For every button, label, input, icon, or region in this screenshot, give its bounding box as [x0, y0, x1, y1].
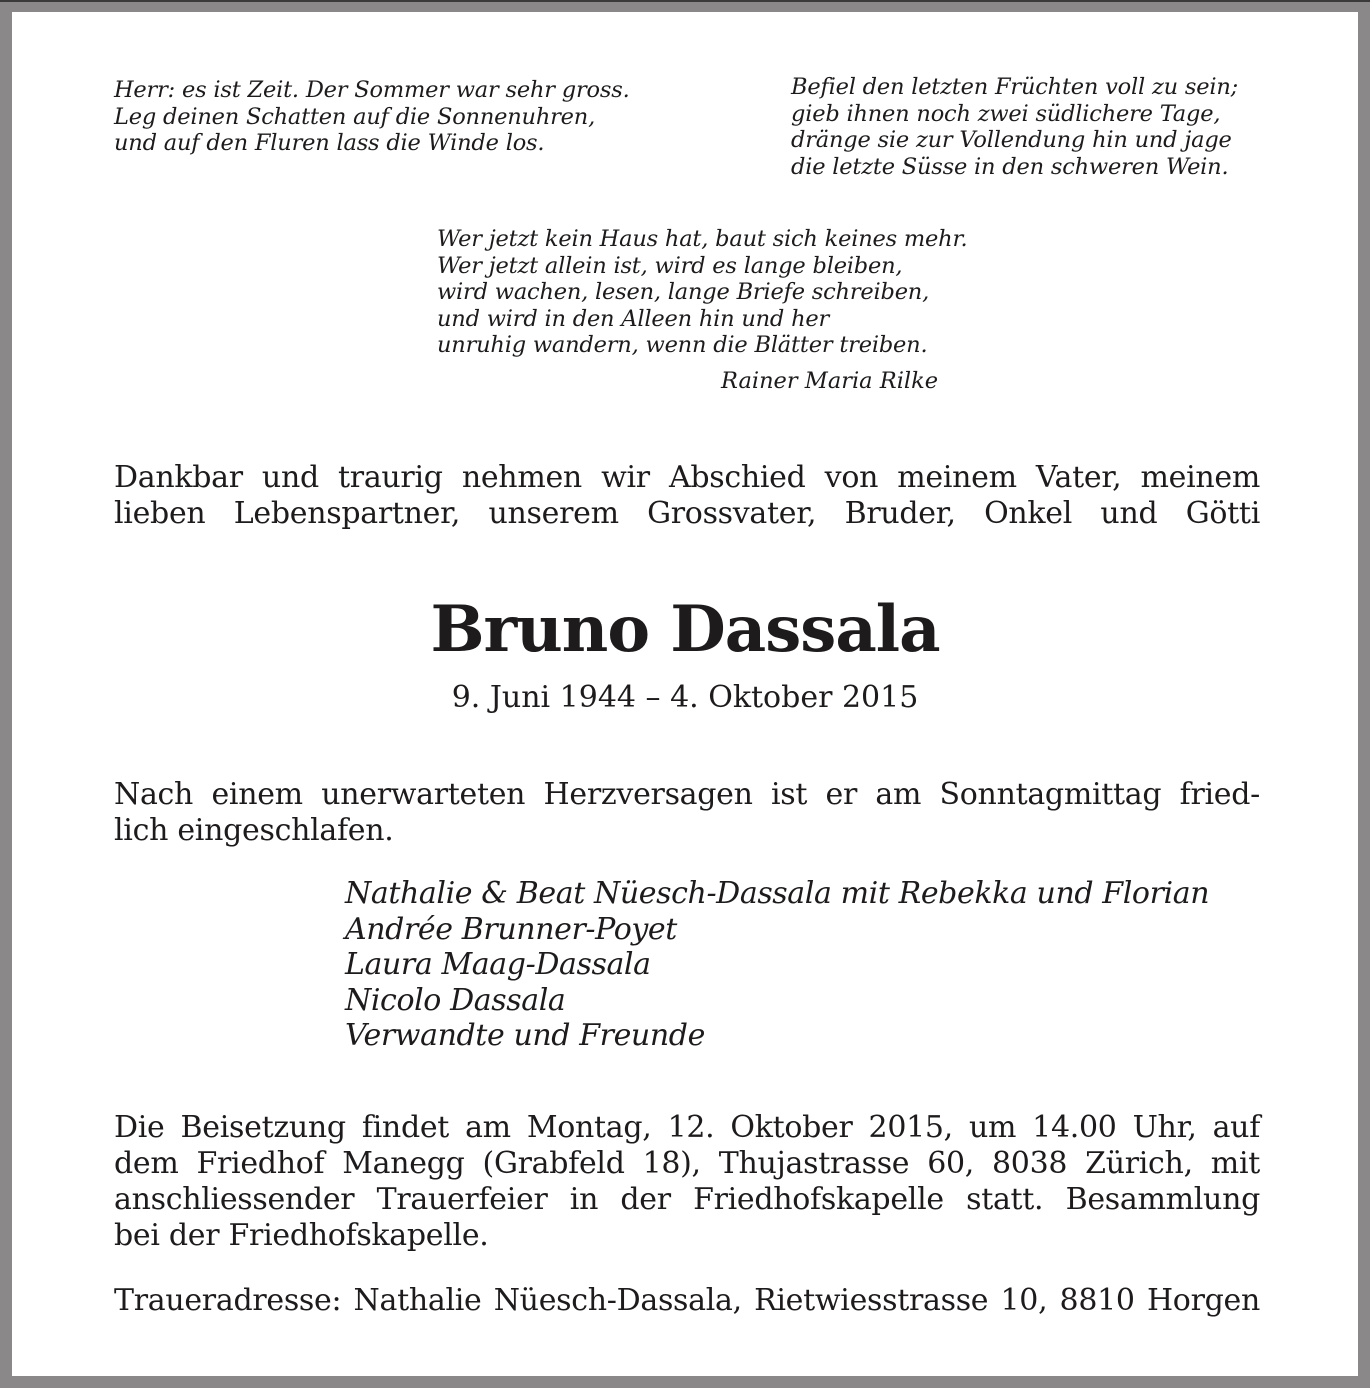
death-note-paragraph: [114, 777, 1260, 849]
poem-line: und auf den Fluren lass die Winde los.: [114, 130, 545, 156]
poem-line: unruhig wandern, wenn die Blätter treiben.: [437, 332, 928, 358]
poem-line: gieb ihnen noch zwei südlichere Tage,: [791, 100, 1221, 127]
life-dates: 9. Juni 1944 – 4. Oktober 2015: [451, 680, 919, 715]
poem-line: Leg deinen Schatten auf die Sonnenuhren,: [114, 103, 596, 130]
poem-line: die letzte Süsse in den schweren Wein.: [791, 153, 1229, 180]
mourner-entry: Nicolo Dassala: [345, 982, 566, 1018]
intro-line: lieben Lebenspartner, unserem Grossvater, Bruder, Onkel und Götti: [114, 496, 1260, 531]
poem-line: Wer jetzt kein Haus hat, baut sich keines mehr.: [437, 226, 968, 252]
mourner-entry: Verwandte und Freunde: [345, 1018, 705, 1053]
address-line: Traueradresse: Nathalie Nüesch-Dassala, Rietwiesstrasse 10, 8810 Horgen: [114, 1283, 1260, 1318]
intro-paragraph: [114, 460, 1260, 532]
poem-line: und wird in den Alleen hin und her: [437, 305, 830, 332]
funeral-paragraph: [114, 1110, 1260, 1254]
mourner-entry: Nathalie & Beat Nüesch-Dassala mit Rebekka und Florian: [345, 876, 1210, 911]
funeral-line: dem Friedhof Manegg (Grabfeld 18), Thujastrasse 60, 8038 Zürich, mit: [114, 1146, 1260, 1181]
poem-stanza-left: [114, 77, 630, 157]
funeral-line: bei der Friedhofskapelle.: [114, 1218, 489, 1253]
death-note-line: lich eingeschlafen.: [114, 813, 394, 848]
poem-line: wird wachen, lesen, lange Briefe schreiben,: [437, 279, 930, 305]
poem-stanza-right: [791, 74, 1238, 180]
poem-line: dränge sie zur Vollendung hin und jage: [791, 127, 1232, 153]
mourner-entry: Andrée Brunner-Poyet: [345, 911, 677, 947]
funeral-line: Die Beisetzung findet am Montag, 12. Oktober 2015, um 14.00 Uhr, auf: [114, 1110, 1260, 1145]
mourners-list: [345, 876, 1209, 1054]
death-note-line: Nach einem unerwarteten Herzversagen ist er am Sonntagmittag fried-: [114, 777, 1260, 812]
mourning-address: [114, 1283, 1260, 1319]
mourner-entry: Laura Maag-Dassala: [345, 947, 651, 982]
deceased-name: Bruno Dassala: [430, 592, 940, 667]
poem-line: Herr: es ist Zeit. Der Sommer war sehr gross.: [114, 77, 630, 103]
poem-line: Befiel den letzten Früchten voll zu sein;: [791, 74, 1238, 100]
poem-author: Rainer Maria Rilke: [721, 368, 939, 394]
poem-stanza-center: [437, 226, 967, 359]
funeral-line: anschliessender Trauerfeier in der Friedhofskapelle statt. Besammlung: [114, 1182, 1260, 1217]
poem-line: Wer jetzt allein ist, wird es lange bleiben,: [437, 252, 903, 279]
obituary-page: [12, 12, 1358, 1376]
window-top-edge: [0, 0, 1370, 2]
intro-line: Dankbar und traurig nehmen wir Abschied von meinem Vater, meinem: [114, 460, 1260, 495]
